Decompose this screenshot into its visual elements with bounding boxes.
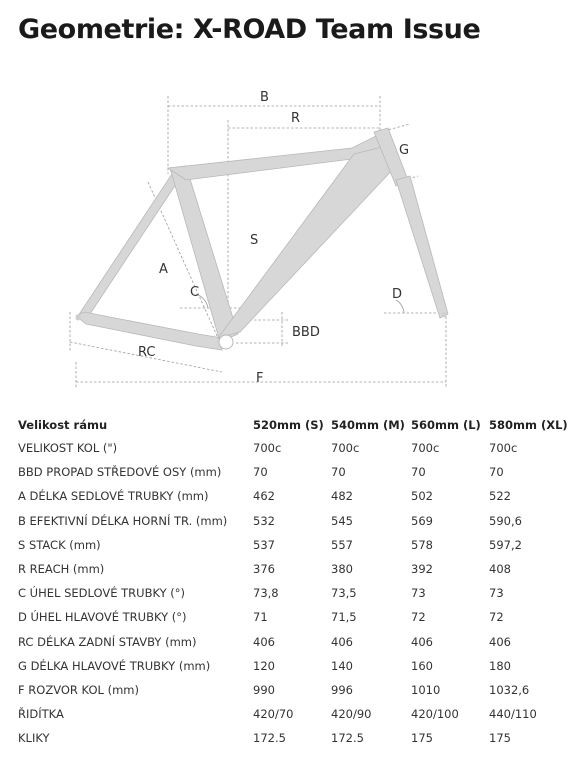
dim-label-bbd: BBD	[292, 325, 320, 340]
cell-xl: 440/110	[489, 707, 537, 722]
cell-m: 700c	[331, 441, 360, 456]
dim-label-c: C	[190, 285, 200, 300]
cell-l: 700c	[411, 441, 440, 456]
cell-l: 406	[411, 634, 433, 649]
row-label: ŘIDÍTKA	[18, 707, 64, 722]
table-row	[12, 460, 574, 484]
cell-xl: 175	[489, 731, 511, 746]
cell-s: 537	[253, 537, 275, 552]
cell-xl: 73	[489, 586, 504, 601]
cell-s: 406	[253, 634, 275, 649]
cell-xl: 70	[489, 465, 504, 480]
header-size-m: 540mm (M)	[331, 418, 405, 432]
cell-l: 70	[411, 465, 426, 480]
row-label: VELIKOST KOL (")	[18, 441, 118, 456]
cell-m: 406	[331, 634, 353, 649]
cell-xl: 180	[489, 658, 511, 673]
table-row	[12, 557, 574, 581]
dim-label-b: B	[260, 90, 269, 105]
dim-label-d: D	[392, 287, 403, 302]
cell-m: 140	[331, 658, 353, 673]
cell-s: 462	[253, 489, 275, 504]
row-label: S STACK (mm)	[18, 537, 101, 552]
cell-m: 380	[331, 562, 353, 577]
page-title: Geometrie: X-ROAD Team Issue	[18, 14, 481, 45]
front-axle	[442, 313, 447, 318]
cell-l: 420/100	[411, 707, 459, 722]
row-label: B EFEKTIVNÍ DÉLKA HORNÍ TR. (mm)	[18, 513, 228, 528]
cell-xl: 72	[489, 610, 504, 625]
dim-label-f: F	[256, 371, 264, 386]
row-label: R REACH (mm)	[18, 562, 105, 577]
table-row	[12, 581, 574, 605]
cell-s: 990	[253, 682, 275, 697]
cell-s: 120	[253, 658, 275, 673]
cell-l: 175	[411, 731, 433, 746]
header-size-xl: 580mm (XL)	[489, 418, 568, 432]
cell-l: 72	[411, 610, 426, 625]
row-label: D ÚHEL HLAVOVÉ TRUBKY (°)	[18, 610, 187, 625]
dim-label-rc: RC	[138, 345, 156, 360]
cell-s: 71	[253, 610, 268, 625]
cell-l: 578	[411, 537, 433, 552]
cell-m: 73,5	[331, 586, 357, 601]
header-size-l: 560mm (L)	[411, 418, 481, 432]
dim-label-a: A	[159, 262, 168, 277]
table-row	[12, 630, 574, 654]
row-label: C ÚHEL SEDLOVÉ TRUBKY (°)	[18, 586, 185, 601]
seat-stay	[78, 174, 180, 320]
cell-l: 160	[411, 658, 433, 673]
table-row	[12, 702, 574, 726]
table-row	[12, 726, 574, 750]
cell-l: 569	[411, 513, 433, 528]
cell-m: 71,5	[331, 610, 357, 625]
cell-m: 172.5	[331, 731, 364, 746]
dim-label-s: S	[250, 233, 259, 248]
cell-l: 502	[411, 489, 433, 504]
table-row	[12, 484, 574, 508]
cell-s: 700c	[253, 441, 282, 456]
cell-m: 70	[331, 465, 346, 480]
row-label: BBD PROPAD STŘEDOVÉ OSY (mm)	[18, 465, 222, 480]
fork	[396, 176, 448, 318]
cell-s: 532	[253, 513, 275, 528]
cell-s: 172.5	[253, 731, 286, 746]
table-row	[12, 605, 574, 629]
table-row	[12, 533, 574, 557]
down-tube	[218, 146, 396, 338]
bottom-bracket	[219, 335, 233, 349]
bike-frame	[76, 128, 448, 350]
cell-m: 996	[331, 682, 353, 697]
cell-xl: 408	[489, 562, 511, 577]
cell-m: 420/90	[331, 707, 372, 722]
row-label: KLIKY	[18, 731, 50, 746]
table-row	[12, 509, 574, 533]
frame-geometry-diagram	[0, 62, 574, 402]
row-label: F ROZVOR KOL (mm)	[18, 682, 139, 697]
row-label: A DÉLKA SEDLOVÉ TRUBKY (mm)	[18, 489, 209, 504]
row-label: RC DÉLKA ZADNÍ STAVBY (mm)	[18, 634, 197, 649]
cell-m: 482	[331, 489, 353, 504]
table-row	[12, 678, 574, 702]
header-size-s: 520mm (S)	[253, 418, 324, 432]
cell-m: 545	[331, 513, 353, 528]
table-row	[12, 436, 574, 460]
cell-xl: 1032,6	[489, 682, 530, 697]
cell-xl: 700c	[489, 441, 518, 456]
cell-xl: 597,2	[489, 537, 522, 552]
cell-s: 376	[253, 562, 275, 577]
cell-m: 557	[331, 537, 353, 552]
cell-l: 73	[411, 586, 426, 601]
table-header-row	[12, 414, 574, 436]
row-label: G DÉLKA HLAVOVÉ TRUBKY (mm)	[18, 658, 211, 673]
geometry-table	[12, 414, 574, 750]
cell-xl: 522	[489, 489, 511, 504]
cell-l: 1010	[411, 682, 441, 697]
rear-axle	[76, 316, 81, 321]
cell-s: 420/70	[253, 707, 294, 722]
dim-label-r: R	[291, 111, 301, 126]
table-row	[12, 654, 574, 678]
dim-label-g: G	[399, 143, 410, 158]
header-frame-size: Velikost rámu	[18, 418, 108, 432]
cell-xl: 590,6	[489, 513, 522, 528]
cell-xl: 406	[489, 634, 511, 649]
cell-l: 392	[411, 562, 433, 577]
cell-s: 73,8	[253, 586, 279, 601]
cell-s: 70	[253, 465, 268, 480]
